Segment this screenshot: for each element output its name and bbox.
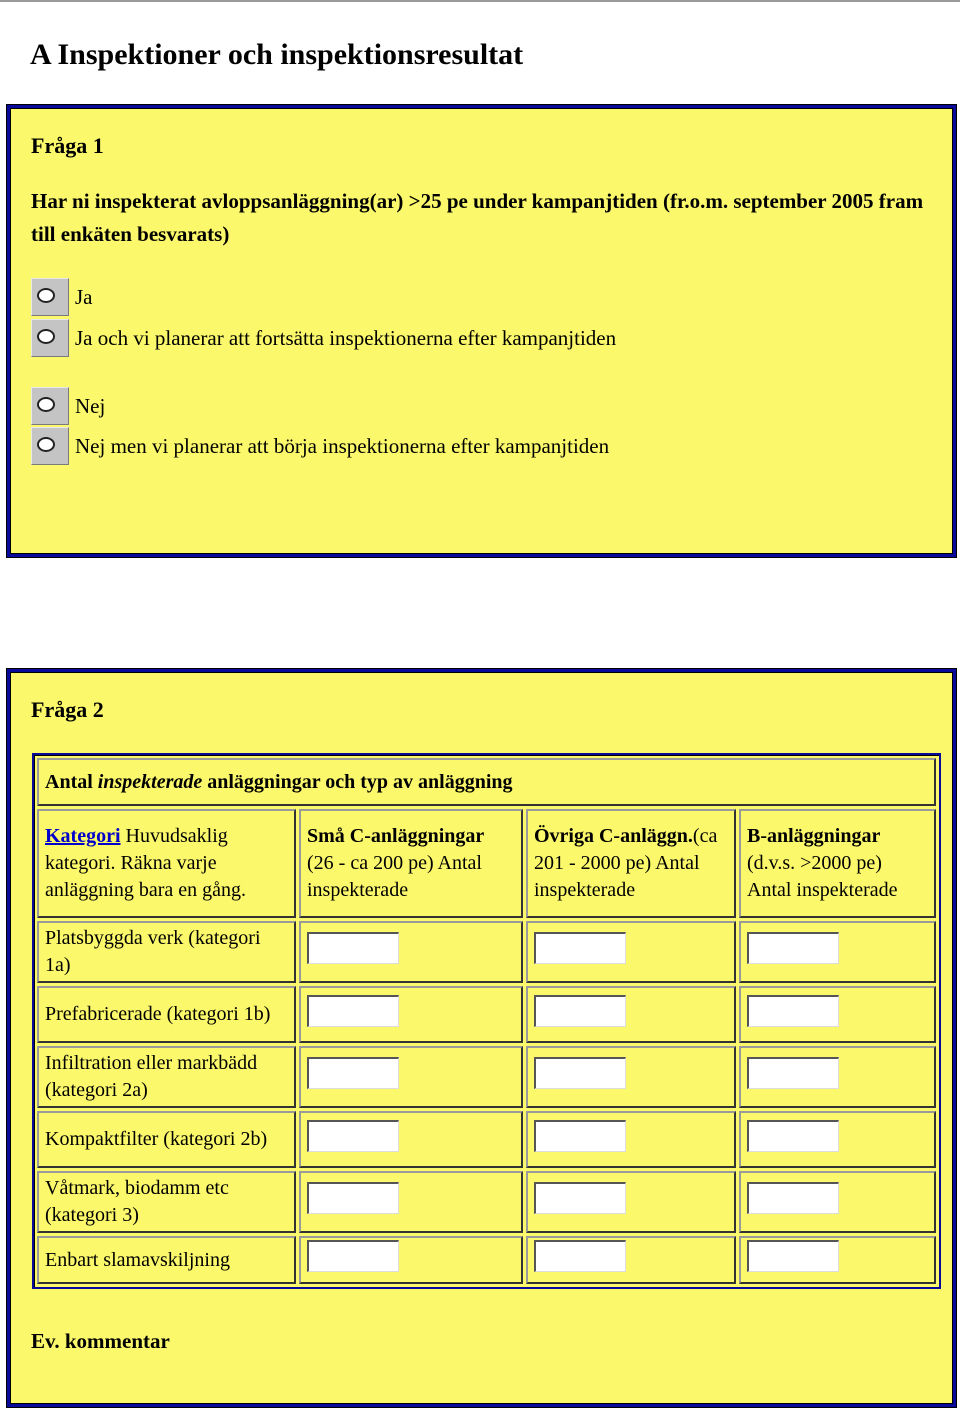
option-ja-fortsatta[interactable]: [31, 321, 616, 355]
option-nej-borja-label: Nej men vi planerar att börja inspektionerna efter kampanjtiden: [75, 433, 610, 458]
row-label: Infiltration eller markbädd (kategori 2a): [37, 1046, 296, 1108]
count-input-ovriga[interactable]: [534, 1240, 626, 1272]
count-input-b[interactable]: [747, 1182, 839, 1214]
option-ja[interactable]: [31, 280, 93, 314]
row-label: Enbart slamavskiljning: [37, 1236, 296, 1284]
col-header-sma-bold: Små C-anläggningar: [307, 825, 485, 847]
input-cell: [739, 1046, 936, 1108]
count-input-b[interactable]: [747, 1120, 839, 1152]
input-cell: [299, 921, 523, 983]
input-cell: [526, 1111, 736, 1168]
count-input-sma[interactable]: [307, 1240, 399, 1272]
inspection-table: [32, 753, 941, 1289]
option-ja-fortsatta-label: Ja och vi planerar att fortsätta inspektionerna efter kampanjtiden: [75, 325, 617, 350]
count-input-sma[interactable]: [307, 1057, 399, 1089]
input-cell: [526, 1046, 736, 1108]
input-cell: [526, 921, 736, 983]
table-row: [37, 1236, 936, 1284]
row-label: Prefabricerade (kategori 1b): [37, 986, 296, 1043]
option-nej[interactable]: [31, 389, 105, 423]
kategori-link[interactable]: Kategori: [45, 825, 121, 847]
count-input-sma[interactable]: [307, 1120, 399, 1152]
comment-label: Ev. kommentar: [31, 1329, 170, 1353]
count-input-ovriga[interactable]: [534, 1057, 626, 1089]
table-heading-em: inspekterade: [97, 770, 203, 793]
col-header-b-bold: B-anläggningar: [747, 825, 881, 847]
row-label: Platsbyggda verk (kategori 1a): [37, 921, 296, 983]
col-header-ovriga-text: (ca 201 - 2000 pe) Antal inspekterade: [534, 825, 718, 901]
input-cell: [299, 1046, 523, 1108]
count-input-ovriga[interactable]: [534, 1120, 626, 1152]
input-cell: [299, 986, 523, 1043]
question-1-title: Fråga 1: [31, 133, 104, 158]
question-1-text: Har ni inspekterat avloppsanläggning(ar) >25 pe under kampanjtiden (fr.o.m. september 2005 fram till enkäten besvarats): [31, 189, 924, 246]
question-2-title: Fråga 2: [31, 697, 104, 722]
input-cell: [739, 1171, 936, 1233]
col-header-sma-text: (26 - ca 200 pe) Antal inspekterade: [307, 852, 482, 901]
input-cell: [739, 921, 936, 983]
top-rule: [0, 0, 960, 2]
table-heading-a: Antal: [45, 770, 98, 793]
table-row: [37, 1046, 936, 1108]
question-1-panel: [6, 104, 957, 558]
input-cell: [739, 1236, 936, 1284]
count-input-ovriga[interactable]: [534, 1182, 626, 1214]
col-header-b-text: (d.v.s. >2000 pe) Antal inspekterade: [747, 852, 898, 901]
count-input-sma[interactable]: [307, 932, 399, 964]
count-input-b[interactable]: [747, 932, 839, 964]
input-cell: [526, 986, 736, 1043]
table-heading: [37, 758, 936, 806]
col-header-sma: [299, 809, 523, 918]
row-label: Kompaktfilter (kategori 2b): [37, 1111, 296, 1168]
table-row: [37, 1111, 936, 1168]
radio-ja[interactable]: [31, 278, 69, 316]
table-row: [37, 986, 936, 1043]
count-input-ovriga[interactable]: [534, 995, 626, 1027]
option-ja-label: Ja: [75, 284, 93, 309]
option-nej-label: Nej: [75, 393, 106, 418]
input-cell: [299, 1171, 523, 1233]
input-cell: [299, 1236, 523, 1284]
radio-nej[interactable]: [31, 387, 69, 425]
count-input-sma[interactable]: [307, 995, 399, 1027]
count-input-ovriga[interactable]: [534, 932, 626, 964]
input-cell: [526, 1171, 736, 1233]
radio-nej-borja[interactable]: [31, 427, 69, 465]
count-input-b[interactable]: [747, 1057, 839, 1089]
input-cell: [526, 1236, 736, 1284]
row-label: Våtmark, biodamm etc (kategori 3): [37, 1171, 296, 1233]
count-input-sma[interactable]: [307, 1182, 399, 1214]
radio-ja-fortsatta[interactable]: [31, 319, 69, 357]
col-header-b: [739, 809, 936, 918]
option-nej-borja[interactable]: [31, 429, 609, 463]
col-header-ovriga-bold: Övriga C-anläggn.: [534, 825, 693, 847]
input-cell: [299, 1111, 523, 1168]
input-cell: [739, 986, 936, 1043]
question-2-panel: [6, 668, 957, 1408]
count-input-b[interactable]: [747, 1240, 839, 1272]
count-input-b[interactable]: [747, 995, 839, 1027]
table-heading-b: anläggningar och typ av anläggning: [202, 770, 513, 793]
section-title: A Inspektioner och inspektionsresultat: [30, 38, 524, 71]
col-header-ovriga: [526, 809, 736, 918]
col-header-kategori-text: Huvudsaklig kategori. Räkna varje anläggning bara en gång.: [45, 825, 247, 901]
table-row: [37, 1171, 936, 1233]
table-row: [37, 921, 936, 983]
input-cell: [739, 1111, 936, 1168]
col-header-kategori: [37, 809, 296, 918]
